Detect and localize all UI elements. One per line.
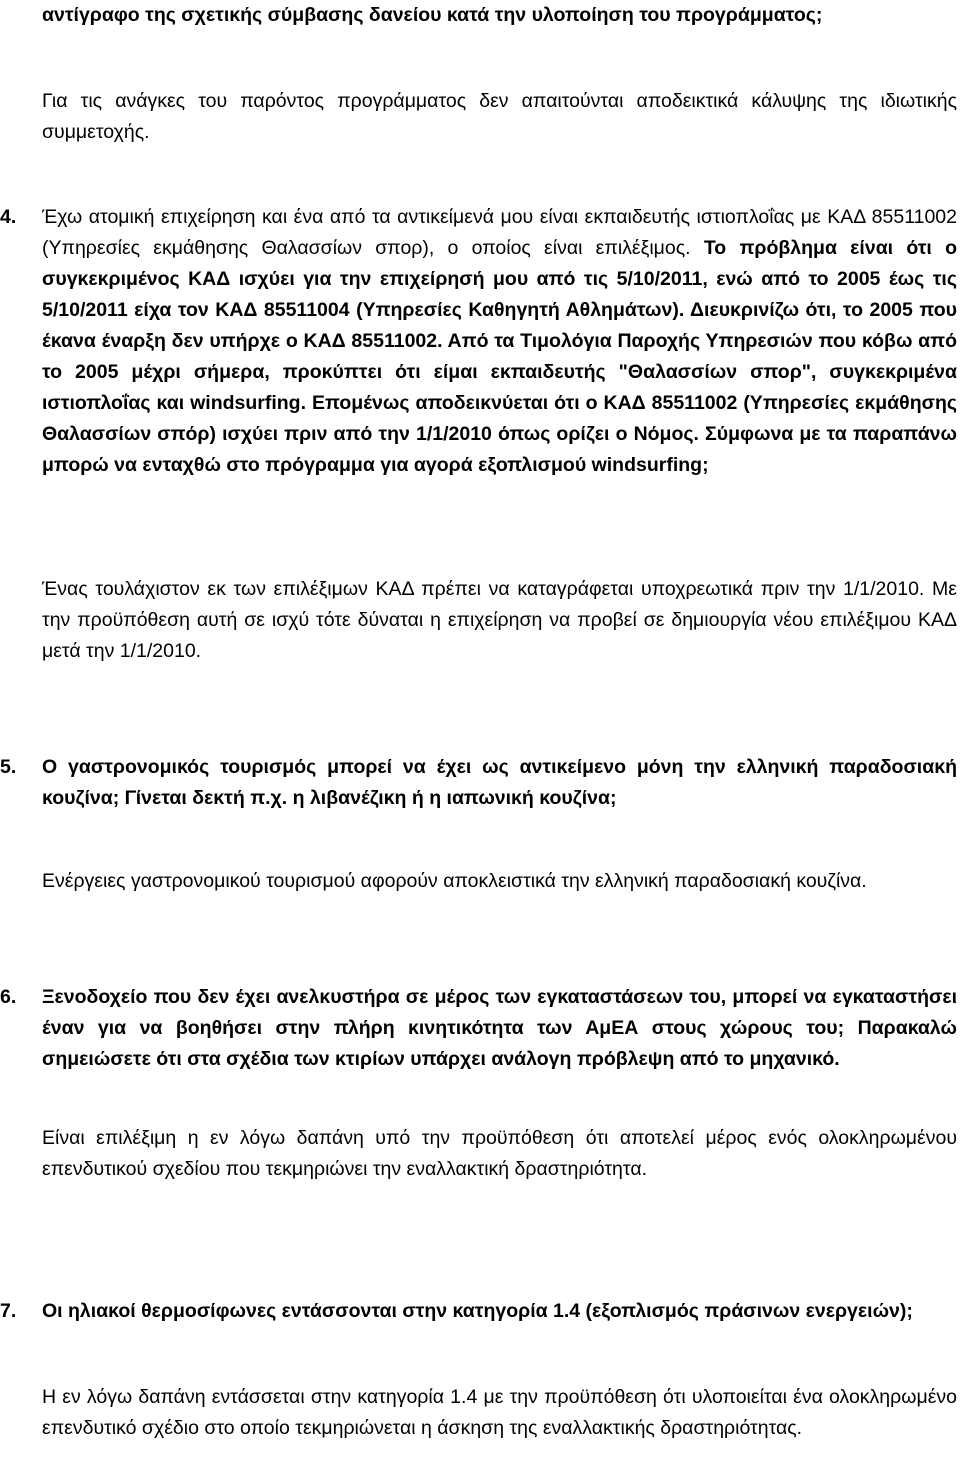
- item-answer: Ένας τουλάχιστον εκ των επιλέξιμων ΚΑΔ πρέπει να καταγράφεται υποχρεωτικά πριν την 1/1/2010. Με την προϋπόθεση αυτή σε ισχύ τότε δύναται η επιχείρηση να προβεί σε δημιουργία νέου επιλέξιμου ΚΑΔ μετά την 1/1/2010.: [42, 578, 957, 662]
- item-question: Ξενοδοχείο που δεν έχει ανελκυστήρα σε μέρος των εγκαταστάσεων του, μπορεί να εγκαταστήσει έναν για να βοηθήσει στην πλήρη κινητικότητα των ΑμΕΑ στους χώρους του; Παρακαλώ σημειώσετε ότι στα σχέδια των κτιρίων υπάρχει ανάλογη πρόβλεψη από το μηχανικό.: [42, 986, 957, 1070]
- item-question: Οι ηλιακοί θερμοσίφωνες εντάσσονται στην κατηγορία 1.4 (εξοπλισμός πράσινων ενεργειών);: [42, 1300, 913, 1322]
- item-question-bold: Το πρόβλημα είναι ότι ο συγκεκριμένος ΚΑΔ ισχύει για την επιχείρησή μου από τις 5/10/2011, ενώ από το 2005 έως τις 5/10/2011 είχα τον ΚΑΔ 85511004 (Υπηρεσίες Καθηγητή Αθλημάτων). Διευκρινίζω ότι, το 2005 που έκανα έναρξη δεν υπήρχε ο ΚΑΔ 85511002. Από τα Τιμολόγια Παροχής Υπηρεσιών που κόβω από το 2005 μέχρι σήμερα, προκύπτει ότι είμαι εκπαιδευτής "Θαλασσίων σπορ", συγκεκριμένα ιστιοπλοΐας και windsurfing. Επομένως αποδεικνύεται ότι ο ΚΑΔ 85511002 (Υπηρεσίες εκμάθησης Θαλασσίων σπόρ) ισχύει πριν από την 1/1/2010 όπως ορίζει ο Νόμος. Σύμφωνα με τα παραπάνω μπορώ να ενταχθώ στο πρόγραμμα για αγορά εξοπλισμού windsurfing;: [42, 237, 957, 476]
- item-question-intro: Έχω ατομική επιχείρηση και ένα από τα αντικείμενά μου είναι εκπαιδευτής ιστιοπλοΐας με ΚΑΔ 85511002 (Υπηρεσίες εκμάθησης Θαλασσίων σπορ), ο οποίος είναι επιλέξιμος.: [42, 206, 957, 259]
- item-answer: Η εν λόγω δαπάνη εντάσσεται στην κατηγορία 1.4 με την προϋπόθεση ότι υλοποιείται ένα ολοκληρωμένο επενδυτικό σχέδιο στο οποίο τεκμηριώνεται η άσκηση της εναλλακτικής δραστηριότητας.: [42, 1386, 957, 1439]
- item-number: 5.: [0, 756, 17, 778]
- item-question: [42, 202, 957, 481]
- item-number: 6.: [0, 986, 17, 1008]
- item-question: Ο γαστρονομικός τουρισμός μπορεί να έχει ως αντικείμενο μόνη την ελληνική παραδοσιακή κουζίνα; Γίνεται δεκτή π.χ. η λιβανέζικη ή η ιαπωνική κουζίνα;: [42, 756, 957, 809]
- item-number: 7.: [0, 1300, 17, 1322]
- intro-question-tail: αντίγραφο της σχετικής σύμβασης δανείου κατά την υλοποίηση του προγράμματος;: [42, 4, 823, 26]
- item-answer: Είναι επιλέξιμη η εν λόγω δαπάνη υπό την προϋπόθεση ότι αποτελεί μέρος ενός ολοκληρωμένου επενδυτικού σχεδίου που τεκμηριώνει την εναλλακτική δραστηριότητα.: [42, 1127, 957, 1180]
- item-answer: Ενέργειες γαστρονομικού τουρισμού αφορούν αποκλειστικά την ελληνική παραδοσιακή κουζίνα.: [42, 870, 867, 892]
- intro-answer: Για τις ανάγκες του παρόντος προγράμματος δεν απαιτούνται αποδεικτικά κάλυψης της ιδιωτικής συμμετοχής.: [42, 90, 957, 143]
- item-number: 4.: [0, 206, 17, 228]
